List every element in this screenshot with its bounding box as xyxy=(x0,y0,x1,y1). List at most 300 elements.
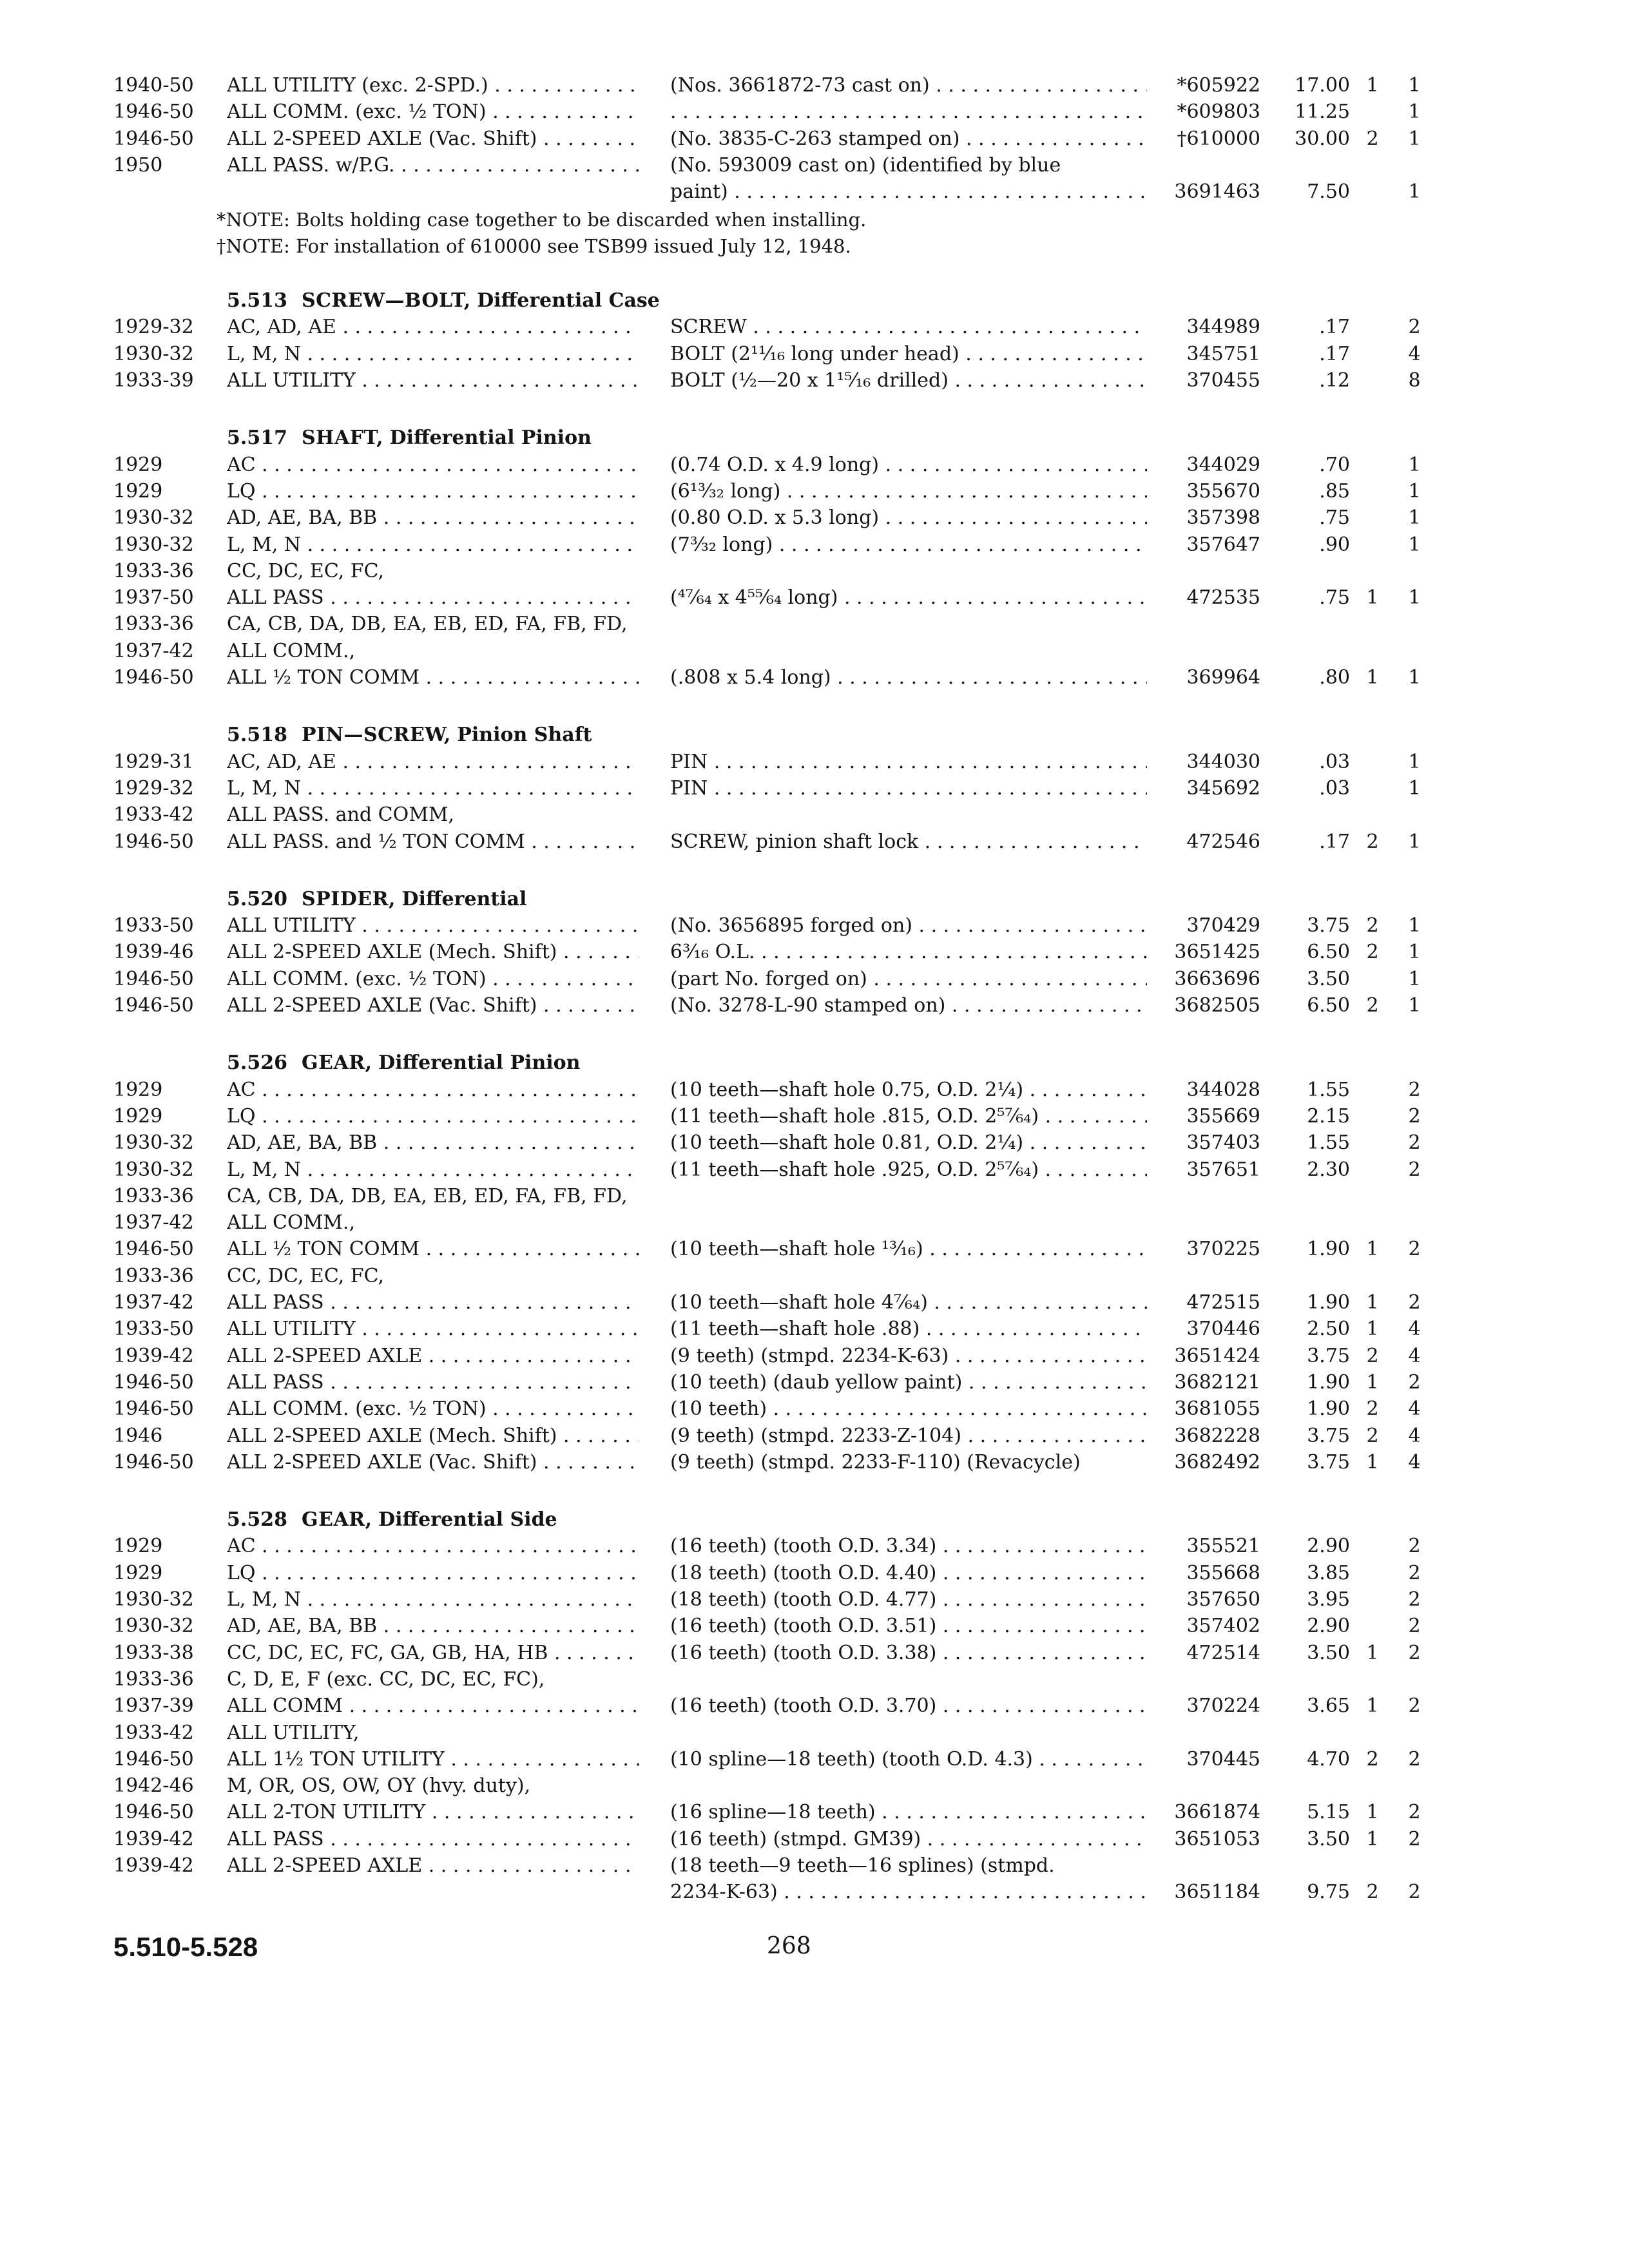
part-number: 3682121 xyxy=(1174,1370,1260,1394)
part-number: 472515 xyxy=(1186,1291,1260,1314)
list-price: 1.55 xyxy=(1307,1131,1350,1155)
quantity-b: 4 xyxy=(1408,1398,1421,1421)
year-range: 1933-36 xyxy=(113,1667,194,1691)
year-range: 1946-50 xyxy=(113,1450,194,1474)
part-number: 472514 xyxy=(1186,1641,1260,1664)
description: (18 teeth) (tooth O.D. 4.40) . . . xyxy=(670,1560,1147,1586)
list-price: 4.70 xyxy=(1307,1747,1350,1771)
quantity-a: 1 xyxy=(1366,1641,1379,1664)
table-row xyxy=(0,992,1629,1019)
table-row xyxy=(0,1720,1629,1746)
description: (part No. forged on) . . . xyxy=(670,966,1147,992)
footnote: †NOTE: For installation of 610000 see TSB99 issued July 12, 1948. xyxy=(217,235,851,257)
applies-to: ALL 2-SPEED AXLE (Mech. Shift) . . . xyxy=(227,1423,639,1449)
section-name: GEAR, xyxy=(301,1052,372,1075)
list-price: 6.50 xyxy=(1307,941,1350,964)
description: (18 teeth—9 teeth—16 splines) (stmpd. xyxy=(670,1854,1055,1877)
quantity-b: 1 xyxy=(1408,127,1421,150)
year-range: 1937-42 xyxy=(113,1211,194,1235)
year-range: 1930-32 xyxy=(113,506,194,530)
quantity-b: 8 xyxy=(1408,369,1421,392)
description: (0.80 O.D. x 5.3 long) . . . xyxy=(670,505,1147,531)
year-range: 1937-50 xyxy=(113,586,194,610)
quantity-b: 4 xyxy=(1408,1450,1421,1474)
part-number: 357402 xyxy=(1186,1615,1260,1638)
table-row xyxy=(0,1560,1629,1586)
part-number: 370225 xyxy=(1186,1238,1260,1261)
quantity-b: 2 xyxy=(1408,1827,1421,1850)
description xyxy=(670,99,1147,125)
description: (16 teeth) (stmpd. GM39) . . . xyxy=(670,1826,1147,1852)
applies-to: ALL UTILITY . . . xyxy=(227,1316,639,1342)
table-row xyxy=(0,1693,1629,1719)
description: 2234-K-63) . . . xyxy=(670,1879,1147,1905)
description: (9 teeth) (stmpd. 2234-K-63) . . . xyxy=(670,1343,1147,1369)
list-price: 1.90 xyxy=(1307,1370,1350,1394)
quantity-b: 2 xyxy=(1408,1615,1421,1638)
applies-to: ALL 2-SPEED AXLE (Mech. Shift) . . . xyxy=(227,939,639,965)
list-price: .12 xyxy=(1319,369,1350,392)
part-number: 355670 xyxy=(1186,479,1260,503)
quantity-b: 2 xyxy=(1408,1561,1421,1584)
quantity-a: 2 xyxy=(1366,1881,1379,1904)
description: (10 teeth—shaft hole 0.75, O.D. 2¼) . . . xyxy=(670,1077,1147,1103)
description: (No. 3278-L-90 stamped on) . . . xyxy=(670,992,1147,1019)
quantity-a: 1 xyxy=(1366,586,1379,610)
part-number: 370429 xyxy=(1186,914,1260,937)
part-number: 370224 xyxy=(1186,1695,1260,1718)
year-range: 1946-50 xyxy=(113,127,194,150)
table-row xyxy=(0,126,1629,152)
list-price: .17 xyxy=(1319,342,1350,365)
year-range: 1933-50 xyxy=(113,1318,194,1341)
list-price: 17.00 xyxy=(1295,74,1350,97)
list-price: .75 xyxy=(1319,506,1350,530)
list-price: 3.75 xyxy=(1307,1424,1350,1447)
applies-to: ALL COMM. (exc. ½ TON) . . . xyxy=(227,966,639,992)
applies-to: LQ . . . xyxy=(227,1560,639,1586)
applies-to: ALL COMM., xyxy=(227,639,356,662)
year-range: 1929-32 xyxy=(113,316,194,339)
list-price: 2.30 xyxy=(1307,1158,1350,1181)
table-row xyxy=(0,1666,1629,1693)
quantity-b: 1 xyxy=(1408,914,1421,937)
list-price: 6.50 xyxy=(1307,994,1350,1017)
applies-to: ALL 2-SPEED AXLE (Vac. Shift) . . . xyxy=(227,1449,639,1475)
table-row xyxy=(0,1289,1629,1316)
quantity-b: 1 xyxy=(1408,994,1421,1017)
table-row xyxy=(0,1826,1629,1852)
table-row xyxy=(0,152,1629,178)
part-number: 472535 xyxy=(1186,586,1260,610)
quantity-a: 2 xyxy=(1366,1747,1379,1771)
table-row xyxy=(0,802,1629,828)
table-row xyxy=(0,1773,1629,1799)
part-number: 355521 xyxy=(1186,1535,1260,1558)
description: (10 teeth) (daub yellow paint) . . . xyxy=(670,1369,1147,1396)
section-number: 5.526 xyxy=(227,1052,287,1075)
table-row xyxy=(0,178,1629,205)
part-number: 3681055 xyxy=(1174,1398,1260,1421)
quantity-a: 2 xyxy=(1366,830,1379,853)
list-price: .90 xyxy=(1319,533,1350,556)
table-row xyxy=(0,1799,1629,1825)
quantity-b: 2 xyxy=(1408,1078,1421,1101)
year-range: 1939-42 xyxy=(113,1854,194,1877)
table-row xyxy=(0,584,1629,611)
quantity-b: 1 xyxy=(1408,506,1421,530)
list-price: 3.65 xyxy=(1307,1695,1350,1718)
list-price: 2.90 xyxy=(1307,1615,1350,1638)
quantity-a: 1 xyxy=(1366,1450,1379,1474)
year-range: 1939-42 xyxy=(113,1827,194,1850)
quantity-b: 2 xyxy=(1408,1535,1421,1558)
applies-to: AC . . . xyxy=(227,1077,639,1103)
description: (No. 3656895 forged on) . . . xyxy=(670,912,1147,939)
applies-to: ALL COMM., xyxy=(227,1211,356,1235)
part-number: 3651053 xyxy=(1174,1827,1260,1850)
year-range: 1930-32 xyxy=(113,1615,194,1638)
applies-to: CA, CB, DA, DB, EA, EB, ED, FA, FB, FD, xyxy=(227,1184,628,1207)
quantity-b: 4 xyxy=(1408,1318,1421,1341)
section-name: PIN—SCREW, xyxy=(301,724,451,747)
year-range: 1937-39 xyxy=(113,1695,194,1718)
section-heading xyxy=(227,1050,581,1076)
part-number: 3682228 xyxy=(1174,1424,1260,1447)
year-range: 1937-42 xyxy=(113,639,194,662)
part-number: 344029 xyxy=(1186,453,1260,476)
year-range: 1946-50 xyxy=(113,967,194,990)
footer-page-number: 268 xyxy=(767,1933,811,1959)
year-range: 1950 xyxy=(113,153,163,177)
year-range: 1933-36 xyxy=(113,1264,194,1287)
quantity-b: 1 xyxy=(1408,479,1421,503)
list-price: .85 xyxy=(1319,479,1350,503)
applies-to: AD, AE, BA, BB . . . xyxy=(227,505,639,531)
part-number: 357403 xyxy=(1186,1131,1260,1155)
applies-to: ALL UTILITY . . . xyxy=(227,367,639,394)
list-price: 3.50 xyxy=(1307,1641,1350,1664)
applies-to: ALL PASS . . . xyxy=(227,584,639,611)
applies-to: ALL 2-SPEED AXLE (Vac. Shift) . . . xyxy=(227,992,639,1019)
section-subtitle: Differential xyxy=(401,887,527,910)
table-row xyxy=(0,1343,1629,1369)
quantity-b: 2 xyxy=(1408,1695,1421,1718)
year-range: 1929-32 xyxy=(113,776,194,800)
quantity-a: 1 xyxy=(1366,74,1379,97)
table-row xyxy=(0,966,1629,992)
footnote: *NOTE: Bolts holding case together to be discarded when installing. xyxy=(217,208,867,231)
table-row xyxy=(0,1396,1629,1422)
year-range: 1933-36 xyxy=(113,559,194,582)
applies-to: ALL UTILITY . . . xyxy=(227,912,639,939)
applies-to: L, M, N . . . xyxy=(227,1586,639,1613)
quantity-a: 2 xyxy=(1366,941,1379,964)
year-range: 1929 xyxy=(113,1078,163,1101)
section-subtitle: Differential Pinion xyxy=(378,1052,581,1075)
part-number: 370446 xyxy=(1186,1318,1260,1341)
year-range: 1946 xyxy=(113,1424,163,1447)
description: (11 teeth—shaft hole .88) . . . xyxy=(670,1316,1147,1342)
year-range: 1946-50 xyxy=(113,1370,194,1394)
applies-to: ALL PASS . . . xyxy=(227,1826,639,1852)
description: (.808 x 5.4 long) . . . xyxy=(670,664,1147,691)
list-price: 3.75 xyxy=(1307,914,1350,937)
description: SCREW, pinion shaft lock . . . xyxy=(670,829,1147,855)
list-price: .80 xyxy=(1319,666,1350,689)
applies-to: ALL COMM. (exc. ½ TON) . . . xyxy=(227,99,639,125)
list-price: 1.90 xyxy=(1307,1398,1350,1421)
quantity-b: 4 xyxy=(1408,1424,1421,1447)
table-row xyxy=(0,505,1629,531)
applies-to: L, M, N . . . xyxy=(227,1157,639,1183)
list-price: 2.50 xyxy=(1307,1318,1350,1341)
part-number: 3682505 xyxy=(1174,994,1260,1017)
quantity-b: 1 xyxy=(1408,967,1421,990)
section-number: 5.528 xyxy=(227,1508,287,1532)
part-number: 345692 xyxy=(1186,776,1260,800)
part-number: *605922 xyxy=(1177,74,1260,97)
part-number: 370455 xyxy=(1186,369,1260,392)
year-range: 1939-42 xyxy=(113,1344,194,1367)
description: (16 spline—18 teeth) . . . xyxy=(670,1799,1147,1825)
list-price: 7.50 xyxy=(1307,180,1350,204)
part-number: 355669 xyxy=(1186,1104,1260,1128)
year-range: 1946-50 xyxy=(113,830,194,853)
footer-section-range: 5.510-5.528 xyxy=(113,1932,258,1962)
table-row xyxy=(0,1746,1629,1773)
section-heading xyxy=(227,425,592,451)
quantity-b: 1 xyxy=(1408,101,1421,124)
description: (No. 593009 cast on) (identified by blue xyxy=(670,153,1061,177)
year-range: 1946-50 xyxy=(113,1238,194,1261)
applies-to: CC, DC, EC, FC, xyxy=(227,559,385,582)
table-row xyxy=(0,1129,1629,1156)
list-price: 2.90 xyxy=(1307,1535,1350,1558)
table-row xyxy=(0,1879,1629,1905)
description: (10 teeth—shaft hole ¹³⁄₁₆) . . . xyxy=(670,1236,1147,1262)
year-range: 1930-32 xyxy=(113,1131,194,1155)
quantity-b: 2 xyxy=(1408,1747,1421,1771)
part-number: 370445 xyxy=(1186,1747,1260,1771)
section-subtitle: Differential Case xyxy=(477,289,660,312)
year-range: 1929 xyxy=(113,1561,163,1584)
year-range: 1930-32 xyxy=(113,342,194,365)
year-range: 1933-36 xyxy=(113,1184,194,1207)
year-range: 1933-38 xyxy=(113,1641,194,1664)
table-row xyxy=(0,1236,1629,1262)
quantity-b: 1 xyxy=(1408,74,1421,97)
part-number: 357647 xyxy=(1186,533,1260,556)
table-row xyxy=(0,638,1629,664)
quantity-a: 1 xyxy=(1366,1801,1379,1824)
year-range: 1933-39 xyxy=(113,369,194,392)
description: (10 teeth) . . . xyxy=(670,1396,1147,1422)
list-price: .17 xyxy=(1319,316,1350,339)
year-range: 1933-42 xyxy=(113,803,194,827)
section-number: 5.520 xyxy=(227,887,287,910)
part-number: 345751 xyxy=(1186,342,1260,365)
description: (16 teeth) (tooth O.D. 3.51) . . . xyxy=(670,1613,1147,1639)
table-row xyxy=(0,1263,1629,1289)
table-row xyxy=(0,1183,1629,1209)
quantity-a: 2 xyxy=(1366,1344,1379,1367)
table-row xyxy=(0,1316,1629,1342)
section-name: SCREW—BOLT, xyxy=(301,289,471,312)
part-number: *609803 xyxy=(1177,101,1260,124)
table-row xyxy=(0,1533,1629,1559)
quantity-a: 1 xyxy=(1366,1695,1379,1718)
table-row xyxy=(0,99,1629,125)
part-number: 3691463 xyxy=(1174,180,1260,204)
applies-to: ALL PASS. w/P.G. . . . xyxy=(227,152,639,178)
section-heading xyxy=(227,287,660,314)
year-range: 1930-32 xyxy=(113,533,194,556)
table-row xyxy=(0,939,1629,965)
quantity-b: 1 xyxy=(1408,666,1421,689)
applies-to: ALL 2-TON UTILITY . . . xyxy=(227,1799,639,1825)
year-range: 1939-46 xyxy=(113,941,194,964)
quantity-a: 1 xyxy=(1366,1238,1379,1261)
applies-to: LQ . . . xyxy=(227,478,639,505)
quantity-b: 2 xyxy=(1408,1588,1421,1611)
applies-to: CC, DC, EC, FC, GA, GB, HA, HB . . . xyxy=(227,1640,639,1666)
section-number: 5.513 xyxy=(227,289,287,312)
section-heading xyxy=(227,1506,557,1533)
quantity-a: 2 xyxy=(1366,1424,1379,1447)
table-row xyxy=(0,1640,1629,1666)
year-range: 1946-50 xyxy=(113,1747,194,1771)
description: (11 teeth—shaft hole .815, O.D. 2⁵⁷⁄₆₄) . . . xyxy=(670,1103,1147,1129)
applies-to: ALL COMM. (exc. ½ TON) . . . xyxy=(227,1396,639,1422)
list-price: 9.75 xyxy=(1307,1881,1350,1904)
quantity-b: 1 xyxy=(1408,830,1421,853)
quantity-a: 2 xyxy=(1366,127,1379,150)
quantity-a: 2 xyxy=(1366,914,1379,937)
list-price: 3.95 xyxy=(1307,1588,1350,1611)
year-range: 1937-42 xyxy=(113,1291,194,1314)
applies-to: AC, AD, AE . . . xyxy=(227,314,639,340)
table-row xyxy=(0,532,1629,558)
quantity-b: 2 xyxy=(1408,1238,1421,1261)
year-range: 1929 xyxy=(113,453,163,476)
part-number: 3651184 xyxy=(1174,1881,1260,1904)
quantity-a: 1 xyxy=(1366,1370,1379,1394)
quantity-b: 2 xyxy=(1408,1370,1421,1394)
applies-to: ALL 1½ TON UTILITY . . . xyxy=(227,1746,639,1773)
list-price: 3.50 xyxy=(1307,1827,1350,1850)
section-name: SPIDER, xyxy=(301,887,396,910)
section-subtitle: Pinion Shaft xyxy=(457,724,592,747)
applies-to: ALL UTILITY (exc. 2-SPD.) . . . xyxy=(227,72,639,99)
description: (16 teeth) (tooth O.D. 3.38) . . . xyxy=(670,1640,1147,1666)
part-number: 3682492 xyxy=(1174,1450,1260,1474)
section-name: SHAFT, xyxy=(301,427,384,450)
table-row xyxy=(0,611,1629,637)
table-row xyxy=(0,1423,1629,1449)
list-price: 3.50 xyxy=(1307,967,1350,990)
year-range: 1946-50 xyxy=(113,101,194,124)
description: BOLT (2¹¹⁄₁₆ long under head) . . . xyxy=(670,341,1147,367)
description: BOLT (½—20 x 1¹⁵⁄₁₆ drilled) . . . xyxy=(670,367,1147,394)
table-row xyxy=(0,775,1629,802)
table-row xyxy=(0,558,1629,584)
applies-to: AC . . . xyxy=(227,452,639,478)
quantity-b: 2 xyxy=(1408,1158,1421,1181)
table-row xyxy=(0,1586,1629,1613)
applies-to: ALL 2-SPEED AXLE (Vac. Shift) . . . xyxy=(227,126,639,152)
description: (Nos. 3661872-73 cast on) . . . xyxy=(670,72,1147,99)
table-row xyxy=(0,314,1629,340)
quantity-b: 2 xyxy=(1408,1291,1421,1314)
year-range: 1929 xyxy=(113,479,163,503)
list-price: 1.90 xyxy=(1307,1291,1350,1314)
description: (7³⁄₃₂ long) . . . xyxy=(670,532,1147,558)
description: 6³⁄₁₆ O.L. . . . xyxy=(670,939,1147,965)
applies-to: L, M, N . . . xyxy=(227,775,639,802)
applies-to: AC, AD, AE . . . xyxy=(227,749,639,775)
description: (16 teeth) (tooth O.D. 3.70) . . . xyxy=(670,1693,1147,1719)
part-number: 357650 xyxy=(1186,1588,1260,1611)
description: (10 spline—18 teeth) (tooth O.D. 4.3) . . . xyxy=(670,1746,1147,1773)
part-number: 3651424 xyxy=(1174,1344,1260,1367)
description: paint) . . . xyxy=(670,178,1147,205)
table-row xyxy=(0,1613,1629,1639)
part-number: 355668 xyxy=(1186,1561,1260,1584)
description: (10 teeth—shaft hole 4⁷⁄₆₄) . . . xyxy=(670,1289,1147,1316)
quantity-b: 2 xyxy=(1408,1104,1421,1128)
applies-to: ALL PASS. and ½ TON COMM . . . xyxy=(227,829,639,855)
part-number: 3661874 xyxy=(1174,1801,1260,1824)
list-price: .03 xyxy=(1319,776,1350,800)
applies-to: ALL ½ TON COMM . . . xyxy=(227,664,639,691)
table-row xyxy=(0,1449,1629,1475)
applies-to: ALL COMM . . . xyxy=(227,1693,639,1719)
table-row xyxy=(0,829,1629,855)
year-range: 1942-46 xyxy=(113,1774,194,1798)
table-row xyxy=(0,1157,1629,1183)
quantity-b: 4 xyxy=(1408,1344,1421,1367)
quantity-b: 1 xyxy=(1408,533,1421,556)
year-range: 1946-50 xyxy=(113,1801,194,1824)
section-number: 5.518 xyxy=(227,724,287,747)
table-row xyxy=(0,1369,1629,1396)
quantity-a: 2 xyxy=(1366,1398,1379,1421)
year-range: 1929 xyxy=(113,1535,163,1558)
table-row xyxy=(0,1077,1629,1103)
description: (9 teeth) (stmpd. 2233-Z-104) . . . xyxy=(670,1423,1147,1449)
part-number: 472546 xyxy=(1186,830,1260,853)
quantity-a: 1 xyxy=(1366,1827,1379,1850)
description: PIN . . . xyxy=(670,775,1147,802)
section-number: 5.517 xyxy=(227,427,287,450)
description: (11 teeth—shaft hole .925, O.D. 2⁵⁷⁄₆₄) . . . xyxy=(670,1157,1147,1183)
section-subtitle: Differential Pinion xyxy=(389,427,592,450)
list-price: 1.90 xyxy=(1307,1238,1350,1261)
part-number: 344028 xyxy=(1186,1078,1260,1101)
applies-to: CA, CB, DA, DB, EA, EB, ED, FA, FB, FD, xyxy=(227,613,628,636)
quantity-b: 1 xyxy=(1408,586,1421,610)
quantity-a: 1 xyxy=(1366,1318,1379,1341)
part-number: 3651425 xyxy=(1174,941,1260,964)
list-price: 1.55 xyxy=(1307,1078,1350,1101)
applies-to: ALL PASS . . . xyxy=(227,1369,639,1396)
part-number: 357651 xyxy=(1186,1158,1260,1181)
applies-to: ALL ½ TON COMM . . . xyxy=(227,1236,639,1262)
description: (10 teeth—shaft hole 0.81, O.D. 2¼) . . . xyxy=(670,1129,1147,1156)
applies-to: ALL 2-SPEED AXLE . . . xyxy=(227,1343,639,1369)
part-number: †610000 xyxy=(1177,127,1260,150)
